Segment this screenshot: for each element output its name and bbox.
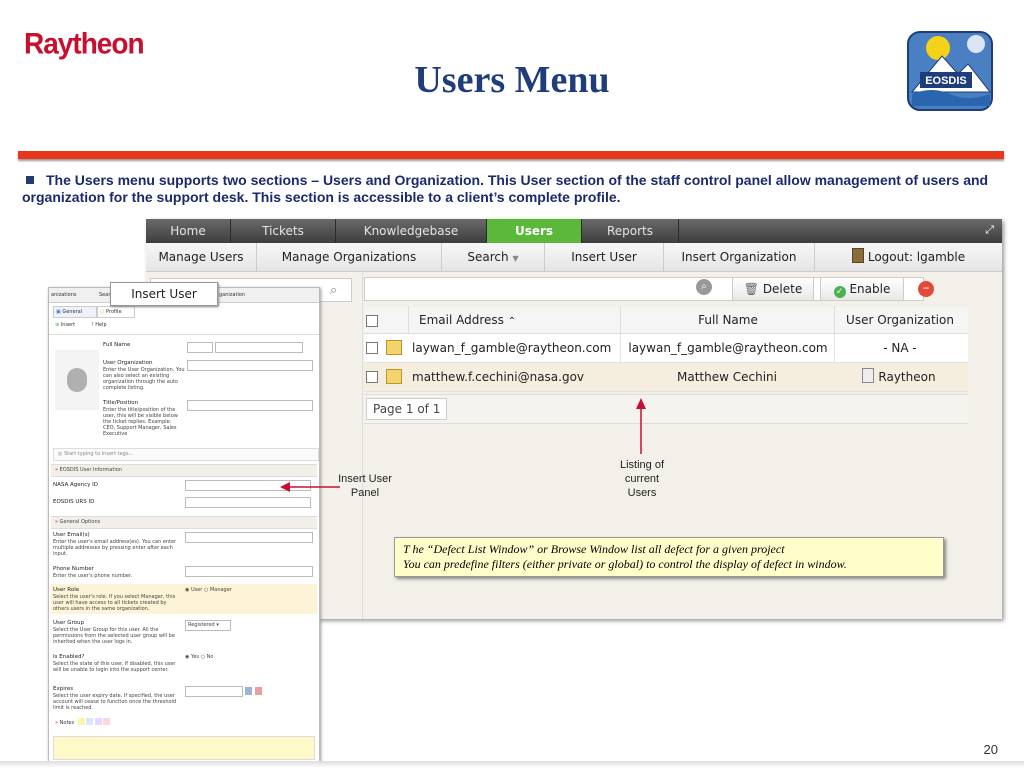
expand-icon[interactable]: ⤢: [985, 224, 994, 236]
enable-label: Enable: [849, 282, 891, 296]
note-color-swatch[interactable]: [103, 718, 110, 725]
page-number: 20: [983, 742, 998, 757]
radio-selected-icon: ◉: [185, 654, 190, 660]
insert-panel-annotation-line2: Panel: [350, 487, 380, 499]
row-organization: - NA -: [834, 334, 965, 362]
building-icon: [862, 368, 874, 383]
note-color-swatch[interactable]: [86, 718, 93, 725]
subnav-insert-organization[interactable]: Insert Organization: [664, 243, 815, 271]
row-checkbox[interactable]: [366, 371, 378, 383]
clear-date-icon[interactable]: [255, 687, 262, 695]
trash-icon: 🗑: [743, 282, 759, 296]
user-card-icon: [386, 369, 402, 384]
panel-help-action[interactable]: [91, 322, 107, 328]
column-fullname[interactable]: Full Name: [620, 306, 835, 334]
general-icon: ▣: [56, 309, 61, 315]
phone-help: Enter the user's phone number.: [53, 573, 133, 579]
insert-panel-annotation-line1: Insert User: [338, 473, 392, 485]
intro-paragraph: [22, 172, 1002, 206]
sort-asc-icon: ⌃: [507, 316, 517, 327]
group-select-value: Registered: [188, 622, 215, 628]
enabled-no-label: No: [206, 654, 214, 660]
title-input[interactable]: [187, 400, 313, 411]
row-email[interactable]: matthew.f.cechini@nasa.gov: [412, 370, 585, 384]
collapse-icon: »: [55, 519, 59, 525]
section-eosdis-label: EOSDIS User Information: [59, 467, 122, 473]
column-email-label: Email Address: [419, 313, 504, 327]
insert-panel-arrow: [280, 480, 342, 494]
callout-line2: You can predefine filters (either private or global) to control the display of defect in window.: [403, 557, 847, 571]
expires-help: Select the user expiry date. If specified, the user account will cease to function once the threshold limit is reached.: [53, 693, 177, 711]
user-org-help: Enter the User Organization. You can also select an existing organization through the auto complete listing.: [103, 367, 185, 391]
title-help: Enter the title/position of the user, this will be visible below the ticket replies. Example: CEO, Support Manager, Sales Executive: [103, 407, 178, 437]
title-label: Title/Position: [103, 400, 139, 406]
panel-insert-action[interactable]: [55, 322, 75, 328]
radio-selected-icon: ◉: [185, 587, 190, 593]
nav-users[interactable]: Users: [487, 219, 582, 243]
expires-label: Expires: [53, 686, 74, 692]
nav-knowledgebase[interactable]: Knowledgebase: [336, 219, 487, 243]
collapse-icon: »: [55, 720, 59, 726]
intro-text: The Users menu supports two sections – Users and Organization. This User section of the staff control panel allow management of users and organization for the support desk. This section is accessible to a client’s complete profile.: [22, 172, 989, 205]
row-email[interactable]: laywan_f_gamble@raytheon.com: [412, 341, 612, 355]
section-general-label: General Options: [59, 519, 101, 525]
nav-reports[interactable]: Reports: [582, 219, 679, 243]
logout-door-icon: [852, 248, 864, 263]
role-user-label: User: [190, 587, 203, 593]
tag-icon: ◎: [58, 451, 63, 457]
nasa-id-label: NASA Agency ID: [53, 482, 98, 488]
tags-input[interactable]: [53, 448, 319, 461]
enabled-help: Select the state of this user. If disabled, this user will be unable to login into the support center.: [53, 661, 176, 673]
row-organization-label: Raytheon: [878, 370, 936, 384]
listing-annotation: [608, 458, 676, 500]
phone-label: Phone Number: [53, 566, 94, 572]
listing-annotation-line1: Listing of: [619, 459, 665, 471]
panel-insert-label: Insert: [60, 322, 76, 328]
subnav-insert-user[interactable]: Insert User: [545, 243, 664, 271]
page-indicator: Page 1 of 1: [366, 398, 447, 420]
panel-tab-search[interactable]: Sear: [99, 292, 111, 298]
expires-input[interactable]: [185, 686, 243, 697]
plus-icon: ⊕: [55, 322, 60, 328]
full-name-label: Full Name: [103, 342, 131, 348]
panel-help-label: Help: [95, 322, 107, 328]
top-nav: [146, 219, 1002, 243]
sub-nav: [146, 243, 1002, 272]
subnav-manage-organizations[interactable]: Manage Organizations: [257, 243, 442, 271]
logout-link[interactable]: [815, 243, 1002, 271]
nav-home[interactable]: Home: [146, 219, 231, 243]
group-select[interactable]: [185, 620, 231, 631]
help-icon: ?: [91, 322, 94, 328]
listing-annotation-line3: Users: [627, 487, 657, 499]
pager: [364, 394, 968, 424]
row-checkbox[interactable]: [366, 342, 378, 354]
row-organization: [834, 363, 964, 391]
collapse-icon: »: [55, 467, 59, 473]
row-fullname: laywan_f_gamble@raytheon.com: [620, 334, 835, 362]
callout-line1: T he “Defect List Window” or Browse Window list all defect for a given project: [403, 542, 785, 556]
nav-tickets[interactable]: Tickets: [231, 219, 336, 243]
emails-input[interactable]: [185, 532, 313, 543]
row-fullname: Matthew Cechini: [677, 370, 777, 384]
tags-placeholder: Start typing to insert tags...: [63, 451, 134, 457]
enable-button[interactable]: [820, 277, 904, 301]
notes-label: Notes: [59, 720, 75, 726]
logout-label: Logout: lgamble: [867, 250, 966, 264]
panel-subtab-general[interactable]: [53, 306, 97, 318]
chevron-down-icon: ▼: [512, 254, 519, 263]
profile-icon: ○: [100, 309, 105, 315]
insert-user-tab[interactable]: Insert User: [110, 282, 218, 306]
column-organization[interactable]: User Organization: [834, 306, 965, 334]
table-row[interactable]: [364, 334, 968, 363]
check-circle-icon: ✓: [834, 286, 846, 298]
panel-subtab-general-label: General: [62, 309, 83, 315]
role-label: User Role: [53, 587, 80, 593]
enabled-options[interactable]: [185, 654, 213, 660]
full-name-input[interactable]: [215, 342, 303, 353]
role-options[interactable]: [185, 587, 232, 593]
emails-label: User Email(s): [53, 532, 90, 538]
note-color-swatch[interactable]: [95, 718, 102, 725]
radio-icon: ○: [203, 587, 209, 593]
chevron-down-icon: ▾: [216, 622, 219, 628]
role-manager-label: Manager: [209, 587, 232, 593]
role-help: Select the user's role. If you select Manager, this user will have access to all tickets created by others users in the same organization.: [53, 594, 176, 612]
notes-row[interactable]: [51, 718, 321, 729]
enabled-yes-label: Yes: [190, 654, 200, 660]
enabled-label: Is Enabled?: [53, 654, 85, 660]
slide-title: Users Menu: [414, 59, 610, 101]
disable-icon[interactable]: −: [918, 281, 934, 297]
divider: [49, 334, 319, 335]
salutation-select[interactable]: [187, 342, 213, 353]
note-color-swatch[interactable]: [78, 718, 85, 725]
grid-header: [364, 307, 968, 334]
group-help: Select the User Group for this user. All the permissions from the selected user group will be inherited when the user logs in.: [53, 627, 175, 645]
select-all-checkbox[interactable]: [366, 315, 378, 327]
panel-subtab-profile[interactable]: [97, 306, 135, 318]
listing-arrow: [634, 398, 648, 454]
section-eosdis[interactable]: [51, 464, 317, 477]
radio-icon: ○: [200, 654, 206, 660]
notes-textarea[interactable]: [53, 736, 315, 760]
phone-input[interactable]: [185, 566, 313, 577]
search-icon[interactable]: ⌕: [330, 282, 338, 297]
delete-label: Delete: [762, 282, 803, 296]
footer-line: [0, 761, 1024, 768]
panel-tab-organization[interactable]: ganization: [219, 292, 246, 298]
subnav-search[interactable]: [442, 243, 545, 271]
table-row[interactable]: [364, 363, 968, 392]
defect-list-callout: [394, 537, 944, 577]
calendar-icon[interactable]: [245, 687, 252, 695]
bullet-square-icon: [26, 176, 34, 184]
user-card-icon: [386, 340, 402, 355]
delete-button[interactable]: [732, 277, 814, 301]
raytheon-logo: Raytheon: [24, 27, 144, 60]
header-divider: [18, 151, 1004, 159]
eosdis-logo: [902, 22, 998, 118]
subnav-manage-users[interactable]: Manage Users: [146, 243, 257, 271]
user-org-input[interactable]: [187, 360, 313, 371]
avatar-silhouette-icon: [67, 368, 87, 392]
section-general[interactable]: [51, 516, 317, 529]
panel-subtab-profile-label: Profile: [105, 309, 122, 315]
grid-search-icon[interactable]: ⌕: [696, 279, 712, 295]
listing-annotation-line2: current: [624, 473, 660, 485]
group-label: User Group: [53, 620, 85, 626]
urs-id-input[interactable]: [185, 497, 311, 508]
urs-id-label: EOSDIS URS ID: [53, 499, 95, 505]
user-org-label: User Organization: [103, 360, 153, 366]
insert-user-panel: [48, 287, 320, 767]
subnav-search-label: Search: [467, 250, 509, 264]
avatar[interactable]: [55, 350, 99, 410]
column-email[interactable]: [408, 306, 631, 334]
panel-tab-organizations[interactable]: anizations: [51, 292, 77, 298]
eosdis-logo-text: EOSDIS: [925, 75, 967, 87]
emails-help: Enter the user's email address(es). You can enter multiple addresses by pressing enter after each input.: [53, 539, 177, 557]
